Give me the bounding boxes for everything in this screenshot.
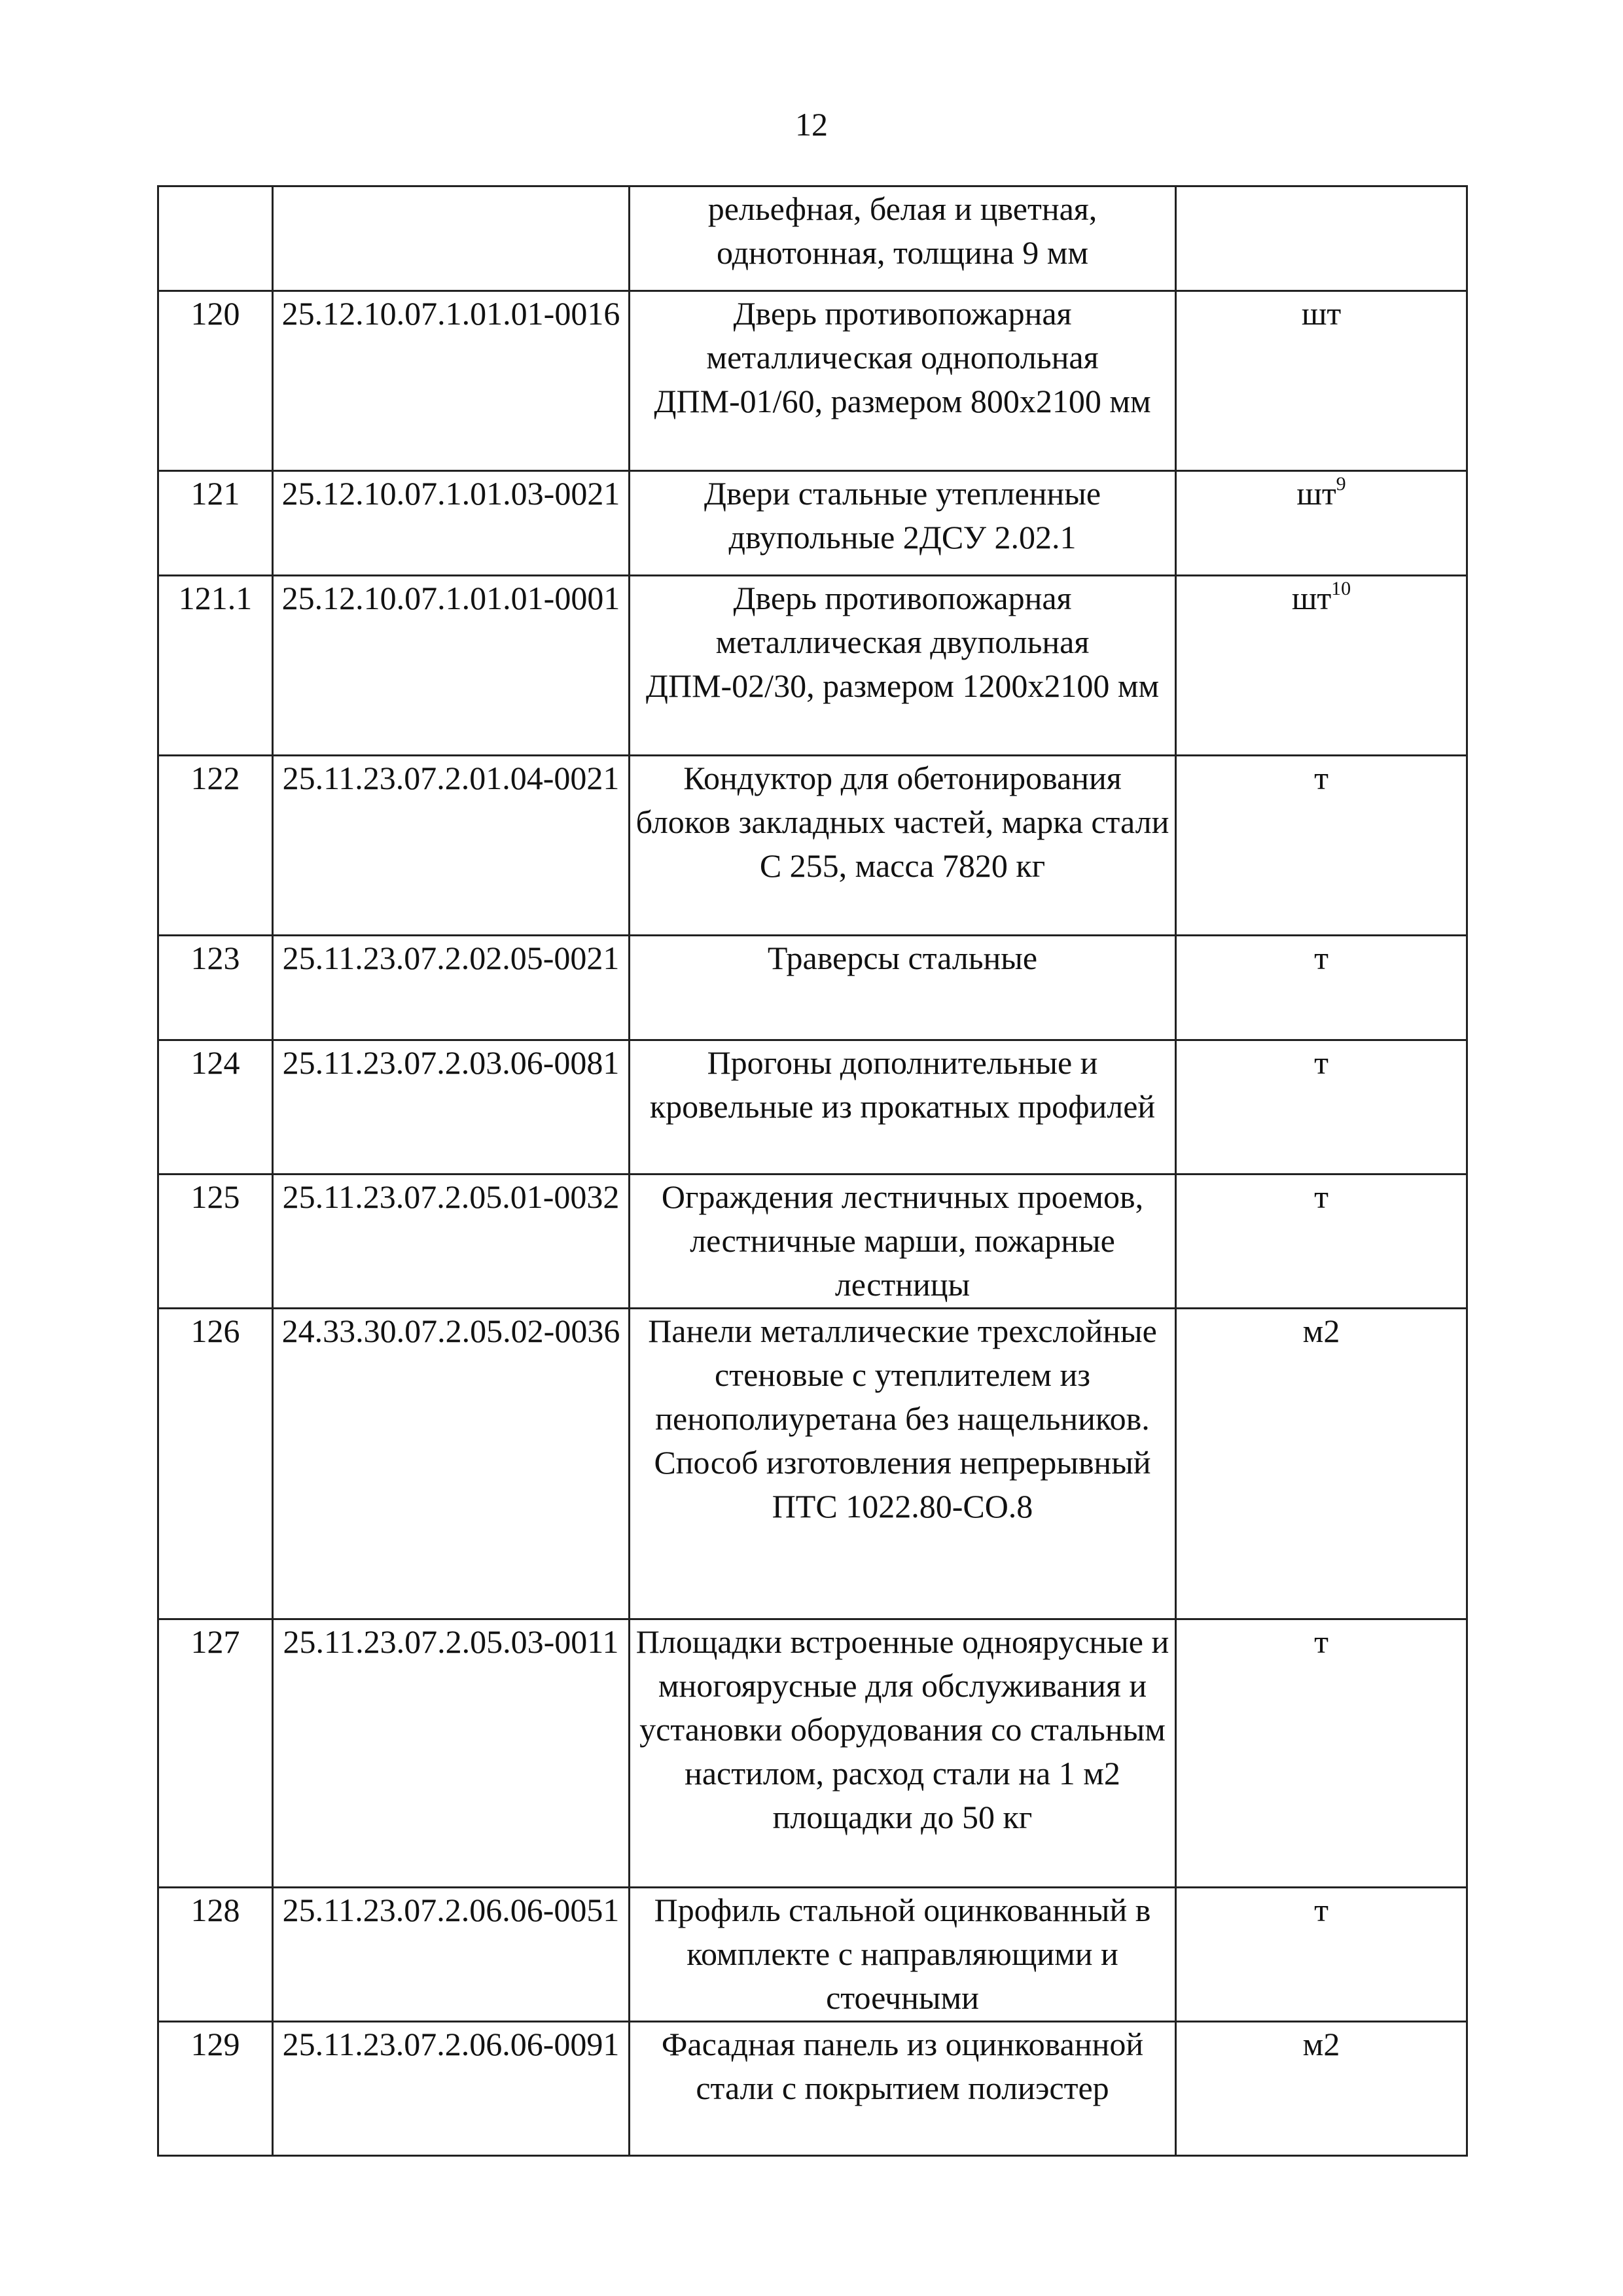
- row-unit: [1176, 186, 1467, 291]
- row-number: 122: [158, 756, 273, 936]
- row-number: 123: [158, 936, 273, 1040]
- row-code: [273, 186, 630, 291]
- row-name: Прогоны дополнительные и кровельные из прокатных профилей: [630, 1040, 1176, 1174]
- table-row: [158, 936, 1467, 1040]
- row-code: 25.12.10.07.1.01.01-0016: [273, 291, 630, 471]
- row-code: 25.11.23.07.2.01.04-0021: [273, 756, 630, 936]
- row-name: Профиль стальной оцинкованный в комплекте с направляющими и стоечными: [630, 1888, 1176, 2022]
- row-number: [158, 186, 273, 291]
- table-row: [158, 1619, 1467, 1888]
- row-unit: [1176, 2022, 1467, 2156]
- row-name: рельефная, белая и цветная, однотонная, толщина 9 мм: [630, 186, 1176, 291]
- unit-text: т: [1314, 760, 1329, 796]
- page-number: 12: [795, 106, 828, 143]
- row-code: 25.12.10.07.1.01.01-0001: [273, 576, 630, 756]
- row-unit: [1176, 1040, 1467, 1174]
- unit-text: т: [1314, 940, 1329, 976]
- row-code: 25.11.23.07.2.03.06-0081: [273, 1040, 630, 1174]
- row-number: 128: [158, 1888, 273, 2022]
- row-unit: [1176, 471, 1467, 576]
- row-name: Траверсы стальные: [630, 936, 1176, 1040]
- row-name: Дверь противопожарная металлическая двупольная ДПМ-02/30, размером 1200х2100 мм: [630, 576, 1176, 756]
- row-name: Панели металлические трехслойные стеновые с утеплителем из пенополиуретана без нащельников. Способ изготовления непрерывный ПТС 1022.80-СО.8: [630, 1309, 1176, 1619]
- unit-text: м2: [1302, 2026, 1340, 2062]
- row-code: 25.11.23.07.2.02.05-0021: [273, 936, 630, 1040]
- row-code: 25.11.23.07.2.05.03-0011: [273, 1619, 630, 1888]
- table-row: [158, 576, 1467, 756]
- row-name: Площадки встроенные одноярусные и многоярусные для обслуживания и установки оборудования со стальным настилом, расход стали на 1 м2 площадки до 50 кг: [630, 1619, 1176, 1888]
- unit-text: шт: [1301, 295, 1342, 332]
- table-row: [158, 756, 1467, 936]
- row-code: 25.11.23.07.2.06.06-0051: [273, 1888, 630, 2022]
- row-number: 127: [158, 1619, 273, 1888]
- table-row: [158, 186, 1467, 291]
- row-number: 129: [158, 2022, 273, 2156]
- unit-footnote: 9: [1336, 473, 1346, 495]
- table-row: [158, 1174, 1467, 1309]
- row-name: Ограждения лестничных проемов, лестничные марши, пожарные лестницы: [630, 1174, 1176, 1309]
- row-code: 24.33.30.07.2.05.02-0036: [273, 1309, 630, 1619]
- row-number: 121.1: [158, 576, 273, 756]
- unit-text: т: [1314, 1044, 1329, 1081]
- row-unit: [1176, 576, 1467, 756]
- unit-footnote: 10: [1331, 578, 1351, 599]
- table-row: [158, 471, 1467, 576]
- row-name: Кондуктор для обетонирования блоков закладных частей, марка стали С 255, масса 7820 кг: [630, 756, 1176, 936]
- unit-text: т: [1314, 1623, 1329, 1660]
- unit-text: т: [1314, 1892, 1329, 1928]
- row-name: Дверь противопожарная металлическая однопольная ДПМ-01/60, размером 800х2100 мм: [630, 291, 1176, 471]
- row-number: 126: [158, 1309, 273, 1619]
- row-unit: [1176, 1309, 1467, 1619]
- unit-text: шт: [1296, 475, 1336, 512]
- row-number: 125: [158, 1174, 273, 1309]
- row-unit: [1176, 936, 1467, 1040]
- table-row: [158, 291, 1467, 471]
- row-number: 124: [158, 1040, 273, 1174]
- unit-text: т: [1314, 1178, 1329, 1215]
- row-number: 121: [158, 471, 273, 576]
- table-row: [158, 2022, 1467, 2156]
- row-unit: [1176, 1888, 1467, 2022]
- resource-table: [157, 185, 1468, 2157]
- table-row: [158, 1040, 1467, 1174]
- row-number: 120: [158, 291, 273, 471]
- row-unit: [1176, 756, 1467, 936]
- row-name: Двери стальные утепленные двупольные 2ДСУ 2.02.1: [630, 471, 1176, 576]
- unit-text: м2: [1302, 1313, 1340, 1349]
- row-name: Фасадная панель из оцинкованной стали с покрытием полиэстер: [630, 2022, 1176, 2156]
- row-code: 25.11.23.07.2.05.01-0032: [273, 1174, 630, 1309]
- row-unit: [1176, 291, 1467, 471]
- row-code: 25.12.10.07.1.01.03-0021: [273, 471, 630, 576]
- table-row: [158, 1888, 1467, 2022]
- row-unit: [1176, 1174, 1467, 1309]
- row-unit: [1176, 1619, 1467, 1888]
- unit-text: шт: [1291, 580, 1332, 616]
- row-code: 25.11.23.07.2.06.06-0091: [273, 2022, 630, 2156]
- table-row: [158, 1309, 1467, 1619]
